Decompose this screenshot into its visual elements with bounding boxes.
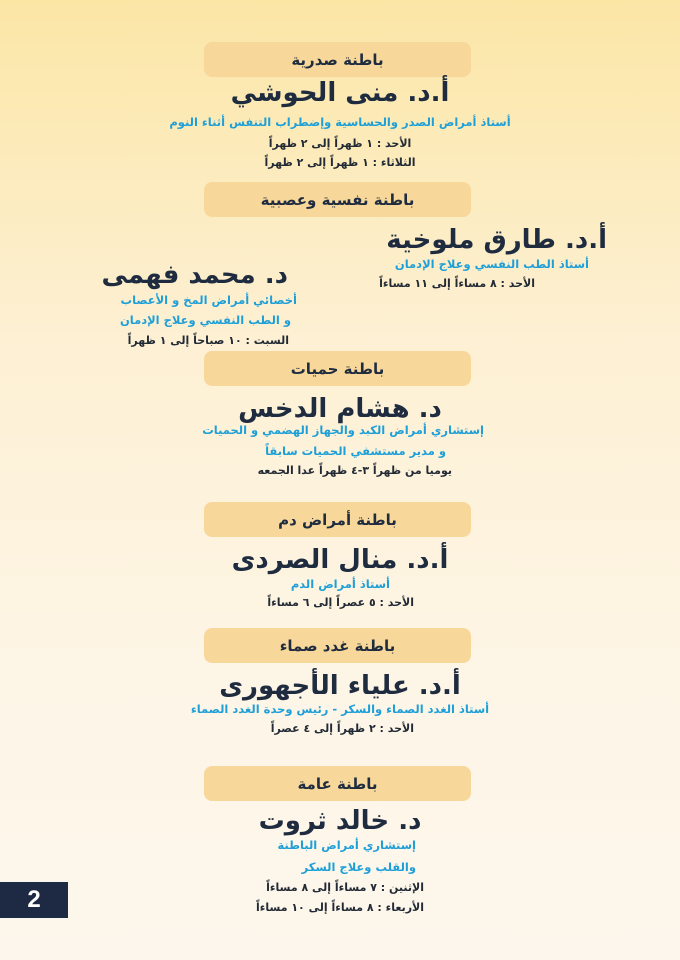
doctor-name: أ.د. علياء الأجهورى bbox=[219, 671, 461, 701]
clinic-time: الأحد : ٢ ظهراً إلى ٤ عصراً bbox=[270, 722, 414, 735]
doctor-title: أخصائي أمراض المخ و الأعصاب bbox=[120, 293, 297, 307]
doctor-title: أستاذ أمراض الصدر والحساسية وإضطراب التنفس أثناء النوم bbox=[169, 115, 511, 129]
clinic-time: يوميا من ظهراً ٣-٤ ظهراً عدا الجمعه bbox=[257, 464, 452, 477]
section-header-neuro-psych: باطنة نفسية وعصبية bbox=[204, 182, 471, 217]
clinic-time: الأحد : ٥ عصراً إلى ٦ مساءاً bbox=[267, 596, 414, 609]
clinic-time: الأحد : ٨ مساءاً إلى ١١ مساءاً bbox=[379, 277, 535, 290]
section-header-fevers: باطنة حميات bbox=[204, 351, 471, 386]
doctor-title: إستشاري أمراض الكبد والجهاز الهضمي و الحميات bbox=[202, 423, 484, 437]
clinic-time: الأربعاء : ٨ مساءاً إلى ١٠ مساءاً bbox=[255, 901, 424, 914]
section-header-chest: باطنة صدرية bbox=[204, 42, 471, 77]
doctor-title: و الطب النفسي وعلاج الإدمان bbox=[119, 313, 291, 327]
doctor-name: أ.د. منال الصردى bbox=[231, 545, 449, 575]
doctor-title: و مدير مستشفي الحميات سابقاً bbox=[265, 444, 446, 458]
doctor-title: والقلب وعلاج السكر bbox=[301, 860, 416, 874]
clinic-time: السبت : ١٠ صباحاً إلى ١ ظهراً bbox=[127, 334, 289, 347]
doctor-name: أ.د. طارق ملوخية bbox=[386, 225, 607, 255]
clinic-time: الأحد : ١ ظهراً إلى ٢ ظهراً bbox=[268, 137, 412, 150]
section-header-endocrine: باطنة غدد صماء bbox=[204, 628, 471, 663]
doctor-name: د. محمد فهمى bbox=[101, 260, 288, 290]
doctor-name: د. هشام الدخس bbox=[238, 394, 442, 424]
doctor-title: إستشاري أمراض الباطنة bbox=[277, 838, 416, 852]
doctor-title: أستاذ أمراض الدم bbox=[290, 577, 390, 591]
section-header-blood: باطنة أمراض دم bbox=[204, 502, 471, 537]
doctor-title: أستاذ الطب النفسي وعلاج الإدمان bbox=[394, 257, 589, 271]
clinic-time: الإثنين : ٧ مساءاً إلى ٨ مساءاً bbox=[266, 881, 424, 894]
doctor-name: د. خالد ثروت bbox=[258, 806, 422, 836]
doctor-title: أستاذ الغدد الصماء والسكر - رئيس وحدة الغدد الصماء bbox=[190, 702, 490, 716]
section-header-general: باطنة عامة bbox=[204, 766, 471, 801]
clinic-time: الثلاثاء : ١ ظهراً إلى ٢ ظهراً bbox=[264, 156, 416, 169]
page-number: 2 bbox=[0, 882, 68, 918]
doctor-name: أ.د. منى الحوشي bbox=[230, 78, 450, 108]
